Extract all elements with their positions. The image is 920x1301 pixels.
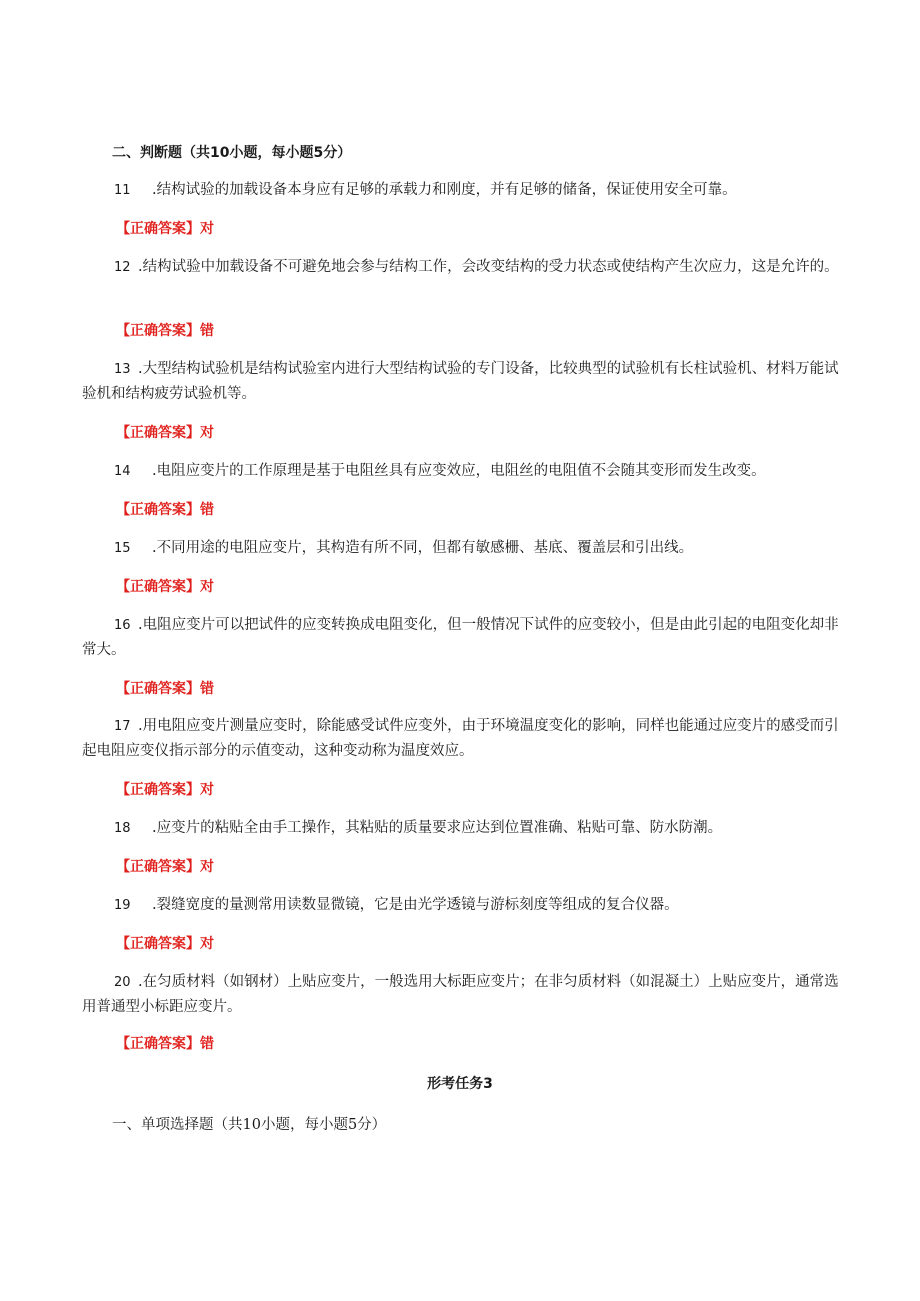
question-number: 13 [114, 362, 131, 377]
answer-label: 【正确答案】错 [116, 681, 214, 697]
question-text: .裂缝宽度的量测常用读数显微镜，它是由光学透镜与游标刻度等组成的复合仪器。 [152, 897, 679, 913]
question-number: 18 [114, 821, 131, 836]
answer-label: 【正确答案】对 [116, 221, 214, 237]
section-title-judgment: 二、判断题（共10小题，每小题5分） [112, 145, 352, 161]
question-text: .用电阻应变片测量应变时，除能感受试件应变外，由于环境温度变化的影响，同样也能通过应变片的感受而引起电阻应变仪指示部分的示值变动，这种变动称为温度效应。 [82, 718, 839, 759]
question-item [82, 178, 852, 203]
answer-label: 【正确答案】对 [116, 782, 214, 798]
answer-label: 【正确答案】对 [116, 425, 214, 441]
question-number: 19 [114, 898, 131, 913]
section-title-single-choice: 一、单项选择题（共10小题，每小题5分） [112, 1117, 387, 1133]
question-text: .结构试验中加载设备不可避免地会参与结构工作，会改变结构的受力状态或使结构产生次应力，这是允许的。 [138, 259, 839, 275]
question-item [82, 970, 852, 1019]
question-item [82, 893, 852, 918]
question-text: .应变片的粘贴全由手工操作，其粘贴的质量要求应达到位置准确、粘贴可靠、防水防潮。 [152, 820, 723, 836]
question-item [82, 613, 852, 662]
answer-label: 【正确答案】对 [116, 936, 214, 952]
question-item [82, 536, 852, 561]
question-number: 20 [114, 975, 131, 990]
answer-label: 【正确答案】对 [116, 579, 214, 595]
question-text: .结构试验的加载设备本身应有足够的承载力和刚度，并有足够的储备，保证使用安全可靠。 [152, 182, 737, 198]
question-item [82, 255, 852, 280]
question-number: 17 [114, 719, 131, 734]
answer-label: 【正确答案】错 [116, 323, 214, 339]
answer-label: 【正确答案】错 [116, 1036, 214, 1052]
answer-label: 【正确答案】错 [116, 502, 214, 518]
question-text: .电阻应变片可以把试件的应变转换成电阻变化，但一般情况下试件的应变较小，但是由此引起的电阻变化却非常大。 [82, 617, 839, 658]
question-text: .大型结构试验机是结构试验室内进行大型结构试验的专门设备，比较典型的试验机有长柱试验机、材料万能试验机和结构疲劳试验机等。 [82, 361, 839, 402]
question-item [82, 714, 852, 763]
question-number: 16 [114, 618, 131, 633]
question-item [82, 816, 852, 841]
question-item [82, 357, 852, 406]
task-title: 形考任务3 [427, 1076, 493, 1092]
question-text: .电阻应变片的工作原理是基于电阻丝具有应变效应，电阻丝的电阻值不会随其变形而发生改变。 [152, 463, 766, 479]
question-number: 14 [114, 464, 131, 479]
question-number: 12 [114, 260, 131, 275]
question-item [82, 459, 852, 484]
question-number: 11 [114, 183, 131, 198]
answer-label: 【正确答案】对 [116, 859, 214, 875]
question-text: .不同用途的电阻应变片，其构造有所不同，但都有敏感栅、基底、覆盖层和引出线。 [152, 540, 694, 556]
question-text: .在匀质材料（如钢材）上贴应变片，一般选用大标距应变片；在非匀质材料（如混凝土）上贴应变片，通常选用普通型小标距应变片。 [82, 974, 839, 1015]
question-number: 15 [114, 541, 131, 556]
